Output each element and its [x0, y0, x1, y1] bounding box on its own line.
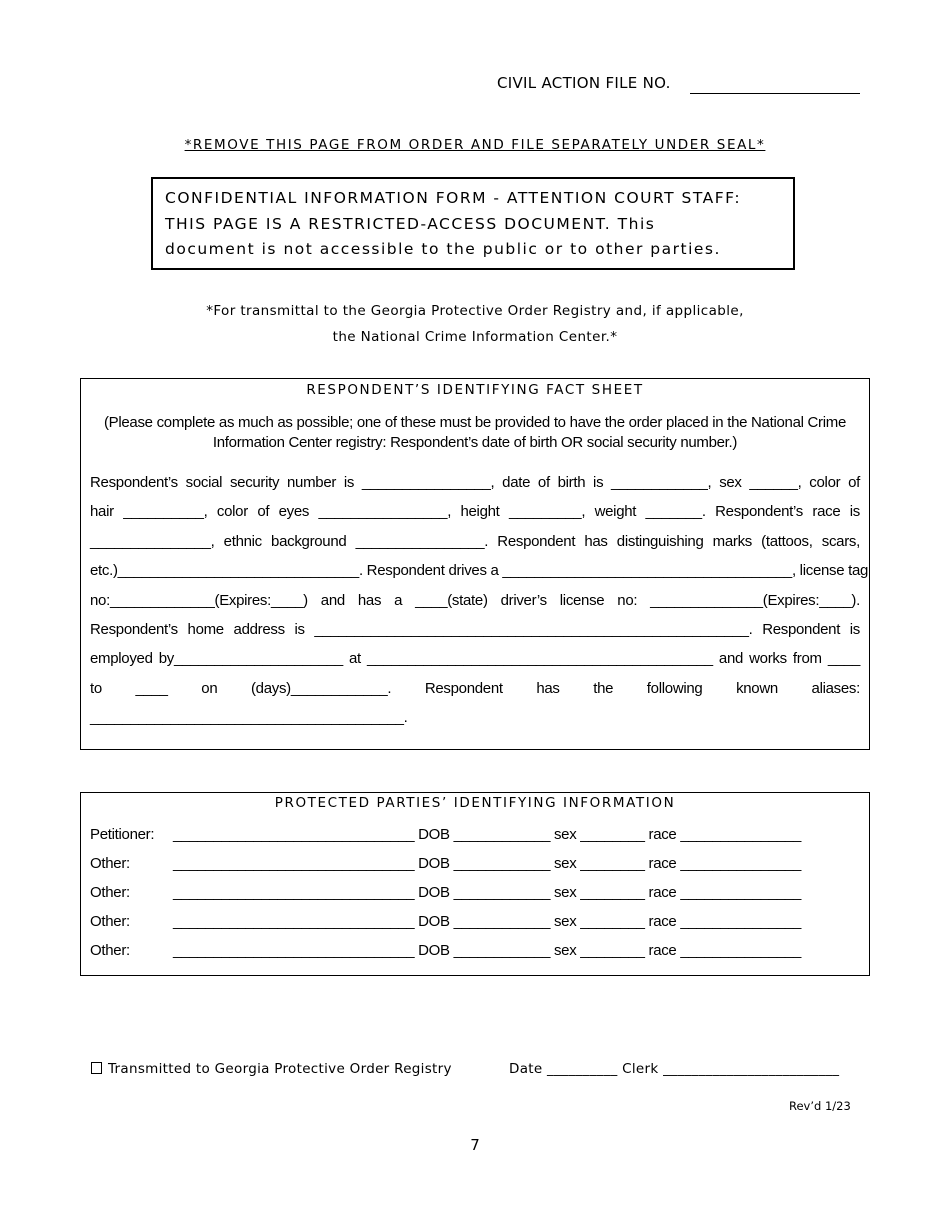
party-label: Other: [90, 855, 130, 872]
revision-note: Rev’d 1/23 [789, 1099, 851, 1113]
fact-line-hair-eyes[interactable]: hair __________, color of eyes ________________, height _________, weight _______. Respondent’s race is [90, 503, 860, 521]
confidential-line-3: document is not accessible to the public or to other parties. [165, 240, 721, 258]
party-label: Other: [90, 913, 130, 930]
party-fields[interactable]: ______________________________ DOB ____________ sex ________ race _______________ [173, 884, 801, 901]
transmitted-label: Transmitted to Georgia Protective Order Registry [108, 1061, 452, 1077]
fact-sheet-body [90, 468, 869, 733]
fact-line-license[interactable]: no:_____________(Expires:____) and has a ____(state) driver’s license no: ______________(Expires:____). [90, 591, 860, 609]
fact-line-employment[interactable]: employed by_____________________ at ___________________________________________ and works from ____ [90, 650, 860, 668]
transmittal-note [0, 298, 950, 350]
transmitted-checkbox[interactable] [91, 1062, 102, 1074]
protected-party-row[interactable] [90, 884, 801, 908]
confidential-line-2: THIS PAGE IS A RESTRICTED-ACCESS DOCUMENT. This [165, 214, 656, 233]
civil-action-file-number-field[interactable] [690, 93, 860, 94]
remove-notice-text: *REMOVE THIS PAGE FROM ORDER AND FILE SEPARATELY UNDER SEAL* [184, 137, 766, 153]
fact-sheet-title: RESPONDENT’S IDENTIFYING FACT SHEET [306, 382, 644, 398]
fact-line-ssn-dob[interactable]: Respondent’s social security number is ________________, date of birth is ____________, sex ______, color of [90, 474, 860, 491]
fact-line-vehicle[interactable]: etc.)______________________________. Respondent drives a ____________________________________, license tag [90, 562, 869, 580]
respondent-fact-sheet [80, 378, 870, 750]
protected-party-row[interactable] [90, 826, 801, 850]
fact-sheet-instructions: (Please complete as much as possible; one of these must be provided to have the order placed in the National Crime Information Center registry: Respondent’s date of birth OR social security number.) [103, 414, 847, 451]
remove-notice [0, 137, 950, 153]
confidential-notice-box [151, 177, 795, 270]
party-label: Other: [90, 942, 130, 959]
transmittal-line-1: *For transmittal to the Georgia Protective Order Registry and, if applicable, [206, 303, 744, 319]
party-label: Other: [90, 884, 130, 901]
fact-line-race-marks[interactable]: _______________, ethnic background ________________. Respondent has distinguishing marks (tattoos, scars, [90, 532, 860, 550]
party-fields[interactable]: ______________________________ DOB ____________ sex ________ race _______________ [173, 942, 801, 959]
transmitted-checkbox-row[interactable] [91, 1061, 452, 1077]
fact-line-address[interactable]: Respondent’s home address is ______________________________________________________. Respondent is [90, 620, 860, 638]
fact-line-aliases-field[interactable]: _______________________________________. [90, 709, 408, 727]
party-fields[interactable]: ______________________________ DOB ____________ sex ________ race _______________ [173, 826, 801, 843]
civil-action-label: CIVIL ACTION FILE NO. [497, 74, 671, 92]
party-label: Petitioner: [90, 826, 155, 843]
protected-party-row[interactable] [90, 855, 801, 879]
party-fields[interactable]: ______________________________ DOB ____________ sex ________ race _______________ [173, 855, 801, 872]
confidential-line-1: CONFIDENTIAL INFORMATION FORM - ATTENTION COURT STAFF: [165, 189, 742, 207]
transmittal-line-2: the National Crime Information Center.* [332, 329, 618, 345]
party-fields[interactable]: ______________________________ DOB ____________ sex ________ race _______________ [173, 913, 801, 930]
protected-party-row[interactable] [90, 942, 801, 966]
fact-line-schedule-aliases[interactable]: to ____ on (days)____________. Respondent has the following known aliases: [90, 679, 860, 697]
date-clerk-fields[interactable]: Date __________ Clerk _________________________ [509, 1061, 840, 1077]
protected-parties-box [80, 792, 870, 976]
protected-party-row[interactable] [90, 913, 801, 937]
page-number: 7 [470, 1136, 480, 1154]
protected-parties-title: PROTECTED PARTIES’ IDENTIFYING INFORMATION [274, 795, 676, 811]
